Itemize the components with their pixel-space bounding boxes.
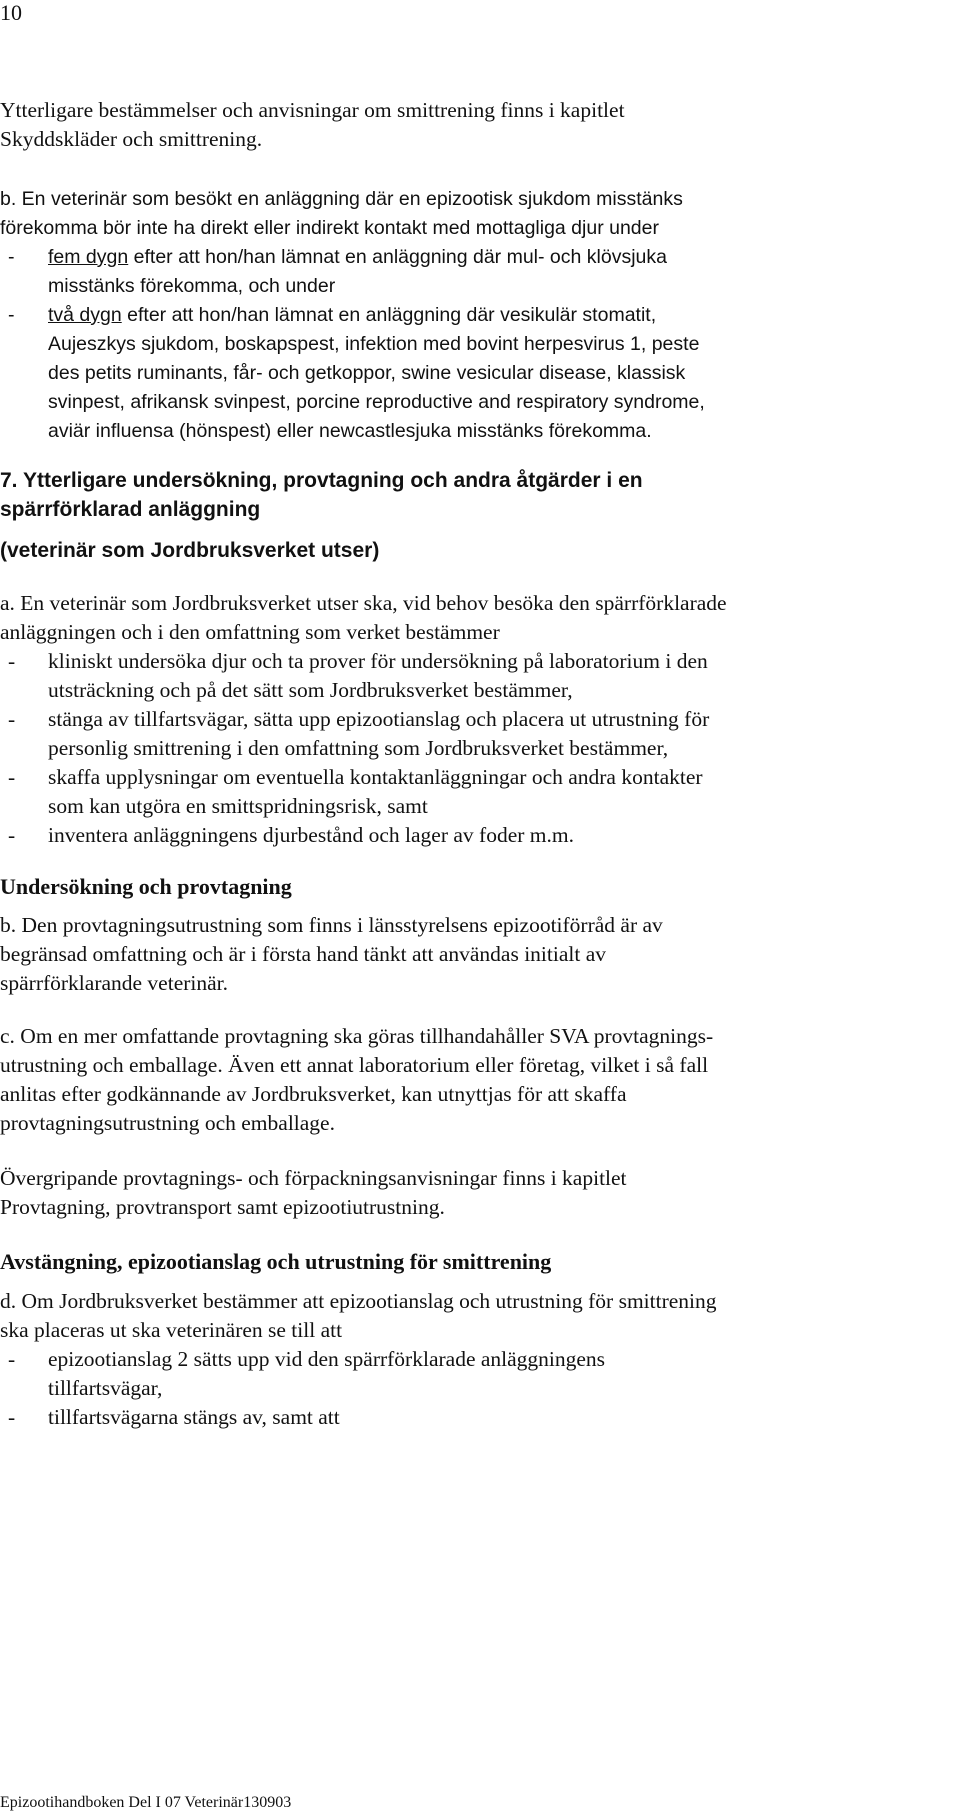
para-d-bullet-1: epizootianslag 2 sätts upp vid den spärrförklarade anläggningens bbox=[48, 1347, 606, 1371]
para-a-bullet-1: kliniskt undersöka djur och ta prover för undersökning på laboratorium i den bbox=[48, 649, 708, 673]
underlined-term-fem-dygn: fem dygn bbox=[48, 246, 129, 268]
para-a-bullet-2: stänga av tillfartsvägar, sätta upp epizootianslag och placera ut utrustning för bbox=[48, 707, 710, 731]
para-c-line-2: utrustning och emballage. Även ett annat laboratorium eller företag, vilket i så fall bbox=[0, 1053, 709, 1077]
para-b2-line-3: spärrförklarande veterinär. bbox=[0, 971, 229, 995]
para-b-bullet-1-dash: - bbox=[8, 246, 15, 268]
heading-avstangning: Avstängning, epizootianslag och utrustning för smittrening bbox=[0, 1249, 552, 1274]
section-7-subtitle: (veterinär som Jordbruksverket utser) bbox=[0, 539, 380, 562]
footer: Epizootihandboken Del I 07 Veterinär130903 bbox=[0, 1794, 292, 1811]
para-a-bullet-3: skaffa upplysningar om eventuella kontaktanläggningar och andra kontakter bbox=[48, 765, 703, 789]
para-a-bullet-3-dash: - bbox=[8, 765, 16, 789]
para-b2-line-2: begränsad omfattning och är i första hand tänkt att användas initialt av bbox=[0, 942, 606, 966]
para-d-line-1: d. Om Jordbruksverket bestämmer att epizootianslag och utrustning för smittrening bbox=[0, 1289, 717, 1313]
para-c-line-1: c. Om en mer omfattande provtagning ska göras tillhandahåller SVA provtagnings- bbox=[0, 1024, 714, 1048]
para-b-bullet-1-cont: misstänks förekomma, och under bbox=[48, 275, 336, 297]
para-d-line-2: ska placeras ut ska veterinären se till att bbox=[0, 1318, 343, 1342]
para-a-line-2: anläggningen och i den omfattning som verket bestämmer bbox=[0, 620, 500, 644]
para-b-bullet-2-cont-1: Aujeszkys sjukdom, boskapspest, infektion med bovint herpesvirus 1, peste bbox=[48, 333, 700, 355]
para-b-bullet-2-cont-2: des petits ruminants, får- och getkoppor, swine vesicular disease, klassisk bbox=[48, 362, 686, 384]
para-d-bullet-1-dash: - bbox=[8, 1347, 16, 1371]
para-a-line-1: a. En veterinär som Jordbruksverket utser ska, vid behov besöka den spärrförklarade bbox=[0, 591, 727, 615]
heading-undersokning-och-provtagning: Undersökning och provtagning bbox=[0, 874, 292, 899]
para-a-bullet-1-dash: - bbox=[8, 649, 16, 673]
para-b2-line-1: b. Den provtagningsutrustning som finns i länsstyrelsens epizootiförråd är av bbox=[0, 913, 663, 937]
para-overgripande-line-1: Övergripande provtagnings- och förpackningsanvisningar finns i kapitlet bbox=[0, 1166, 627, 1190]
para-d-bullet-1-cont: tillfartsvägar, bbox=[48, 1376, 163, 1400]
page-number: 10 bbox=[0, 0, 22, 25]
para-c-line-3: anlitas efter godkännande av Jordbruksverket, kan utnyttjas för att skaffa bbox=[0, 1082, 627, 1106]
para-a-bullet-2-dash: - bbox=[8, 707, 16, 731]
intro-line-1: Ytterligare bestämmelser och anvisningar om smittrening finns i kapitlet bbox=[0, 98, 625, 122]
para-a-bullet-2-cont: personlig smittrening i den omfattning som Jordbruksverket bestämmer, bbox=[48, 736, 669, 760]
section-7-title-line-1: 7. Ytterligare undersökning, provtagning och andra åtgärder i en bbox=[0, 469, 643, 492]
section-7-title-line-2: spärrförklarad anläggning bbox=[0, 498, 261, 521]
para-b-line-1: b. En veterinär som besökt en anläggning där en epizootisk sjukdom misstänks bbox=[0, 188, 683, 210]
para-a-bullet-3-cont: som kan utgöra en smittspridningsrisk, samt bbox=[48, 794, 428, 818]
para-a-bullet-4-dash: - bbox=[8, 823, 16, 847]
para-overgripande-line-2: Provtagning, provtransport samt epizootiutrustning. bbox=[0, 1195, 445, 1219]
para-b-bullet-2-dash: - bbox=[8, 304, 15, 326]
para-b-line-2: förekomma bör inte ha direkt eller indirekt kontakt med mottagliga djur under bbox=[0, 217, 659, 239]
para-d-bullet-2-dash: - bbox=[8, 1405, 16, 1429]
para-b-bullet-2-cont-4: aviär influensa (hönspest) eller newcastlesjuka misstänks förekomma. bbox=[48, 420, 652, 442]
underlined-term-tva-dygn: två dygn bbox=[48, 304, 122, 326]
para-a-bullet-1-cont: utsträckning och på det sätt som Jordbruksverket bestämmer, bbox=[48, 678, 573, 702]
para-b-bullet-2: två dygn efter att hon/han lämnat en anläggning där vesikulär stomatit, bbox=[48, 304, 657, 326]
intro-line-2: Skyddskläder och smittrening. bbox=[0, 127, 263, 151]
para-d-bullet-2: tillfartsvägarna stängs av, samt att bbox=[48, 1405, 340, 1429]
para-c-line-4: provtagningsutrustning och emballage. bbox=[0, 1111, 335, 1135]
para-b-bullet-2-cont-3: svinpest, afrikansk svinpest, porcine reproductive and respiratory syndrome, bbox=[48, 391, 705, 413]
para-a-bullet-4: inventera anläggningens djurbestånd och lager av foder m.m. bbox=[48, 823, 574, 847]
para-b-bullet-1: fem dygn efter att hon/han lämnat en anläggning där mul- och klövsjuka bbox=[48, 246, 667, 268]
